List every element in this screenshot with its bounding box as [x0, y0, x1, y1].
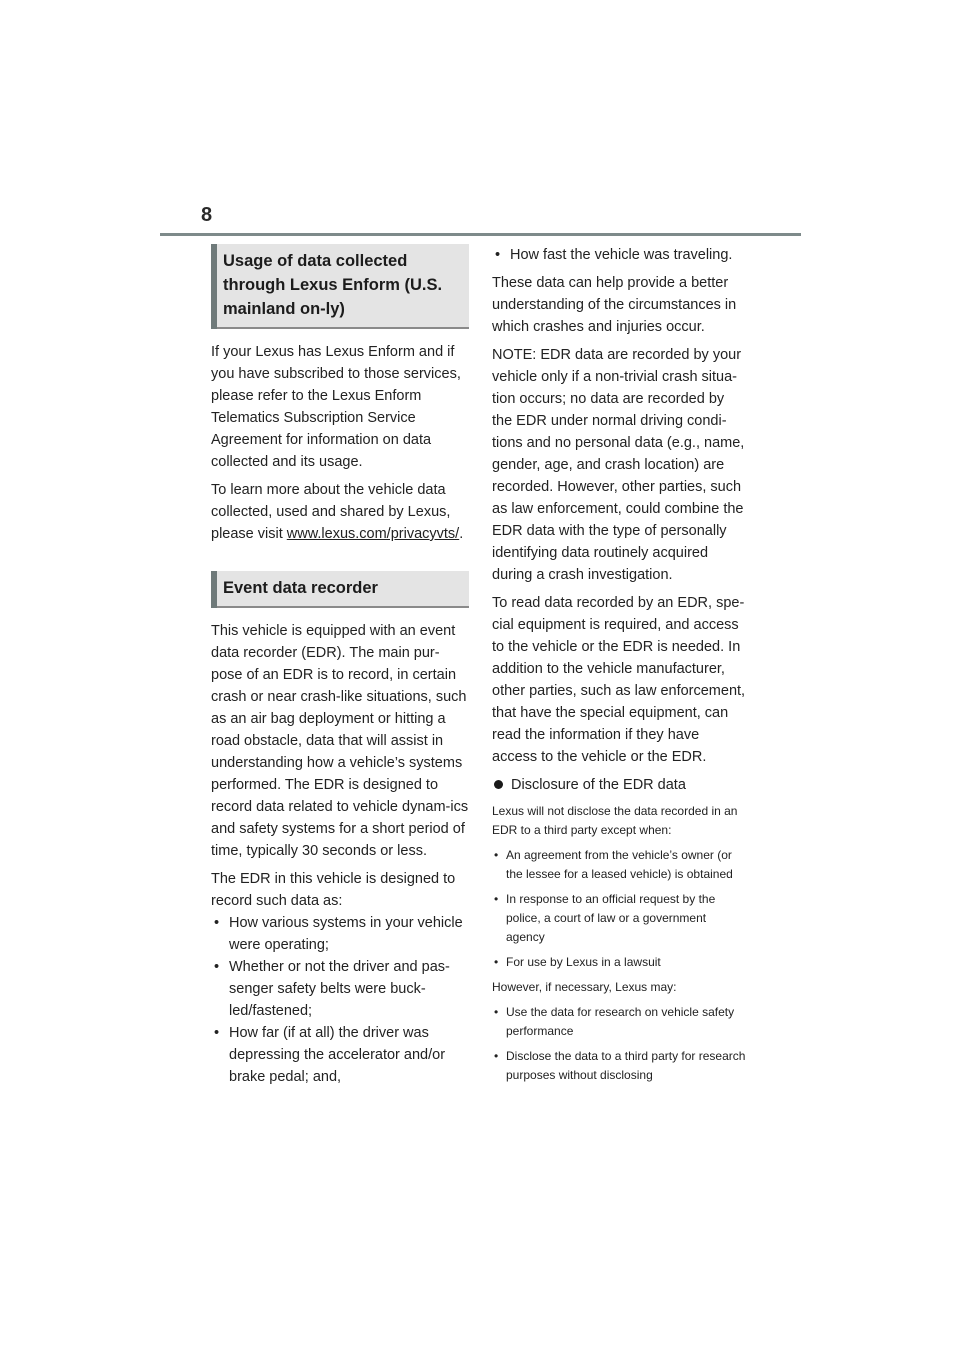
list-item: • How various systems in your vehicle were operating; [211, 912, 469, 956]
section-heading-edr: Event data recorder [211, 571, 469, 608]
edr-note-paragraph: NOTE: EDR data are recorded by your vehicle only if a non-trivial crash situa-tion occurs; no data are recorded by the EDR under normal driving condi-tions and no personal data (e.g., name, gender, age, and crash location) are recorded. However, other parties, such as law enforcement, could combine the EDR data with the type of personally identifying data routinely acquired during a crash investigation. [492, 347, 745, 583]
list-item: • Disclose the data to a third party for research purposes without disclosing [492, 1047, 748, 1085]
edr-data-list [211, 912, 469, 1088]
section-heading-enform: Usage of data collected through Lexus Enform (U.S. mainland on-ly) [211, 244, 469, 329]
privacy-period: . [459, 526, 464, 542]
privacy-paragraph [211, 479, 469, 545]
edr-record-paragraph: The EDR in this vehicle is designed to record such data as: [211, 871, 456, 909]
list-item: • Whether or not the driver and pas-senger safety belts were buck-led/fastened; [211, 956, 469, 1022]
list-item: • For use by Lexus in a lawsuit [492, 953, 748, 972]
lexus-may-paragraph: However, if necessary, Lexus may: [492, 980, 677, 994]
edr-intro-paragraph: This vehicle is equipped with an event data recorder (EDR). The main pur-pose of an EDR is to record, in certain crash or near crash-like situations, such as an air bag deployment or hitting a road obstacle, data that will assist in understanding how a vehicle’s systems performed. The EDR is designed to record data related to vehicle dynam-ics and safety systems for a short period of time, typically 30 seconds or less. [211, 623, 469, 859]
privacy-link[interactable]: www.lexus.com/privacyvts/ [286, 526, 460, 542]
edr-reading-paragraph: To read data recorded by an EDR, spe-cial equipment is required, and access to the vehicle or the EDR is needed. In addition to the vehicle manufacturer, other parties, such as law enforcement, that have the special equipment, can read the information if they have access to the vehicle or the EDR. [492, 595, 746, 765]
disclosure-list [492, 846, 748, 972]
header-rule [160, 233, 801, 236]
lexus-may-list [492, 1003, 748, 1085]
disclosure-subheading [492, 774, 748, 796]
page-number: 8 [201, 204, 213, 226]
edr-data-list-continued [492, 244, 748, 266]
bullet-circle-icon [494, 780, 503, 789]
list-item: • Use the data for research on vehicle safety performance [492, 1003, 748, 1041]
edr-understanding-paragraph: These data can help provide a better understanding of the circumstances in which crashes and injuries occur. [492, 275, 737, 335]
left-column [211, 244, 469, 1088]
list-item: • In response to an official request by the police, a court of law or a government agency [492, 890, 748, 947]
disclosure-subheading-text: Disclosure of the EDR data [511, 777, 686, 793]
enform-paragraph: If your Lexus has Lexus Enform and if you have subscribed to those services, please refer to the Lexus Enform Telematics Subscription Service Agreement for information on data collected and its usage. [211, 344, 461, 470]
list-item: • How fast the vehicle was traveling. [492, 244, 748, 266]
list-item: • An agreement from the vehicle’s owner (or the lessee for a leased vehicle) is obtained [492, 846, 748, 884]
privacy-text: To learn more about the vehicle data collected, used and shared by Lexus, please visit [211, 482, 451, 542]
disclosure-paragraph: Lexus will not disclose the data recorded in an EDR to a third party except when: [492, 804, 738, 837]
right-column [492, 244, 748, 1091]
list-item: • How far (if at all) the driver was depressing the accelerator and/or brake pedal; and, [211, 1022, 469, 1088]
